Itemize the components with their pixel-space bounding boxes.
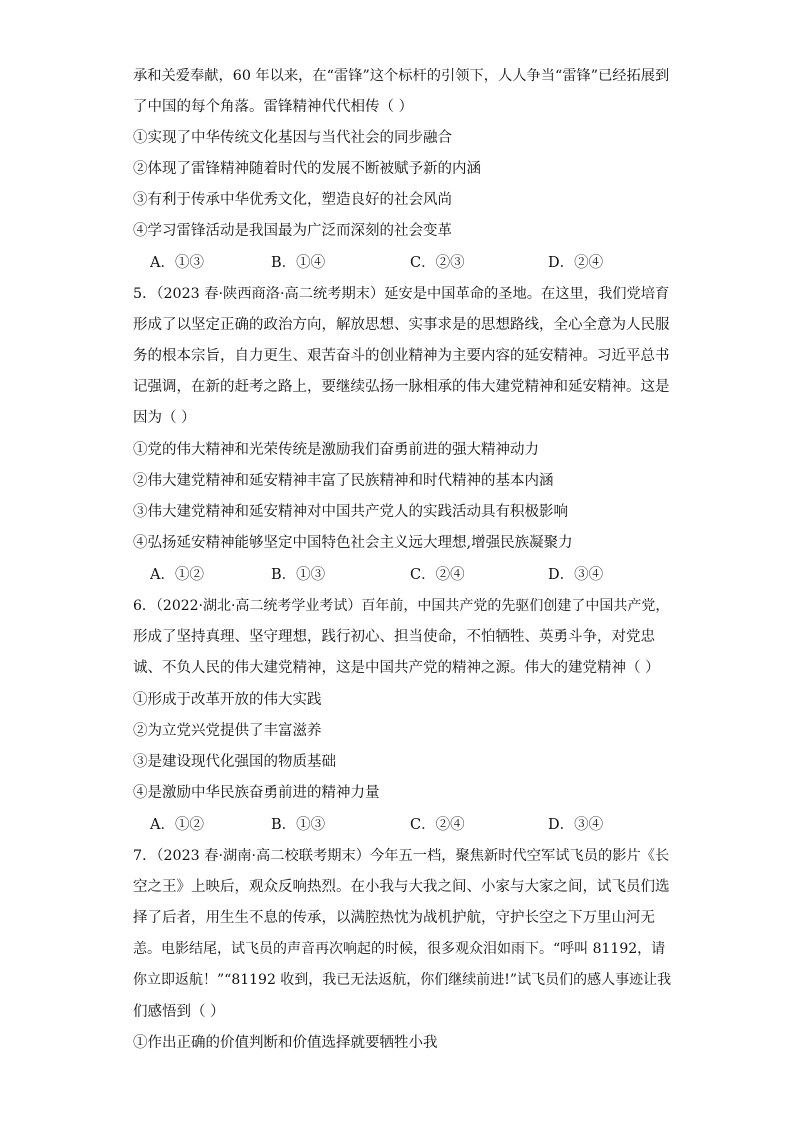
q4-option-d[interactable]: D．②④	[548, 255, 604, 271]
q5-option-d[interactable]: D．③④	[548, 567, 604, 583]
q6-stem-line-2: 形成了坚持真理、坚守理想，践行初心、担当使命，不怕牺牲、英勇斗争，对党忠	[133, 629, 655, 645]
q4-choice-1: ①实现了中华传统文化基因与当代社会的同步融合	[133, 130, 452, 146]
q6-stem-line-3: 诚、不负人民的伟大建党精神，这是中国共产党的精神之源。伟大的建党精神（ ）	[133, 660, 660, 676]
q4-option-c[interactable]: C．②③	[410, 255, 465, 271]
q4-stem-line-2: 了中国的每个角落。雷锋精神代代相传（ ）	[133, 99, 414, 115]
q6-choice-4: ④是激励中华民族奋勇前进的精神力量	[133, 785, 380, 801]
q6-option-c[interactable]: C．②④	[410, 817, 465, 833]
q5-options	[150, 565, 670, 585]
q7-stem-line-1: 7．（2023 春·湖南·高二校联考期末）今年五一档，聚焦新时代空军试飞员的影片《长	[133, 848, 670, 864]
q6-choice-1: ①形成于改革开放的伟大实践	[133, 692, 322, 708]
q7-stem-line-3: 择了后者，用生生不息的传承，以满腔热忱为战机护航，守护长空之下万里山河无	[133, 910, 655, 926]
q5-option-a[interactable]: A．①②	[150, 567, 204, 583]
q7-choice-1: ①作出正确的价值判断和价值选择就要牺牲小我	[133, 1035, 438, 1051]
q6-option-a[interactable]: A．①②	[150, 817, 204, 833]
q5-stem-line-5: 因为（ ）	[133, 410, 196, 426]
q6-option-d[interactable]: D．③④	[548, 817, 604, 833]
q5-stem-line-1: 5．（2023 春·陕西商洛·高二统考期末）延安是中国革命的圣地。在这里，我们党培育	[133, 286, 670, 302]
q6-choice-3: ③是建设现代化强国的物质基础	[133, 754, 336, 770]
q6-stem-line-1: 6．（2022·湖北·高二统考学业考试）百年前，中国共产党的先驱们创建了中国共产党，	[133, 598, 670, 614]
q5-stem-line-2: 形成了以坚定正确的政治方向，解放思想、实事求是的思想路线，全心全意为人民服	[133, 317, 670, 333]
q6-option-b[interactable]: B．①③	[271, 817, 326, 833]
q4-choice-4: ④学习雷锋活动是我国最为广泛而深刻的社会变革	[133, 223, 452, 239]
q4-option-a[interactable]: A．①③	[150, 255, 204, 271]
q7-stem-line-2: 空之王》上映后，观众反响热烈。在小我与大我之间、小家与大家之间，试飞员们选	[133, 879, 670, 895]
q5-choice-3: ③伟大建党精神和延安精神对中国共产党人的实践活动具有积极影响	[133, 504, 568, 520]
q5-stem-line-4: 记强调，在新的赶考之路上，要继续弘扬一脉相承的伟大建党精神和延安精神。这是	[133, 379, 670, 395]
q5-choice-1: ①党的伟大精神和光荣传统是激励我们奋勇前进的强大精神动力	[133, 442, 539, 458]
q4-stem-line-1: 承和关爱奉献，60 年以来，在“雷锋”这个标杆的引领下，人人争当“雷锋”已经拓展到	[133, 68, 670, 84]
q5-stem-line-3: 务的根本宗旨，自力更生、艰苦奋斗的创业精神为主要内容的延安精神。习近平总书	[133, 348, 670, 364]
q5-choice-4: ④弘扬延安精神能够坚定中国特色社会主义远大理想,增强民族凝聚力	[133, 535, 573, 551]
q6-options	[150, 815, 670, 835]
q4-option-b[interactable]: B．①④	[271, 255, 326, 271]
q4-choice-2: ②体现了雷锋精神随着时代的发展不断被赋予新的内涵	[133, 161, 481, 177]
q4-options	[150, 253, 670, 273]
q6-choice-2: ②为立党兴党提供了丰富滋养	[133, 723, 322, 739]
q7-stem-line-4: 恙。电影结尾，试飞员的声音再次响起的时候，很多观众泪如雨下。“呼叫 81192，请	[133, 941, 666, 957]
q5-option-b[interactable]: B．①③	[271, 567, 326, 583]
q4-choice-3: ③有利于传承中华优秀文化，塑造良好的社会风尚	[133, 192, 452, 208]
q7-stem-line-6: 们感悟到（ ）	[133, 1004, 225, 1020]
q7-stem-line-5: 你立即返航！”“81192 收到，我已无法返航，你们继续前进!”试飞员们的感人事迹让我	[133, 972, 672, 988]
q5-choice-2: ②伟大建党精神和延安精神丰富了民族精神和时代精神的基本内涵	[133, 473, 554, 489]
q5-option-c[interactable]: C．②④	[410, 567, 465, 583]
